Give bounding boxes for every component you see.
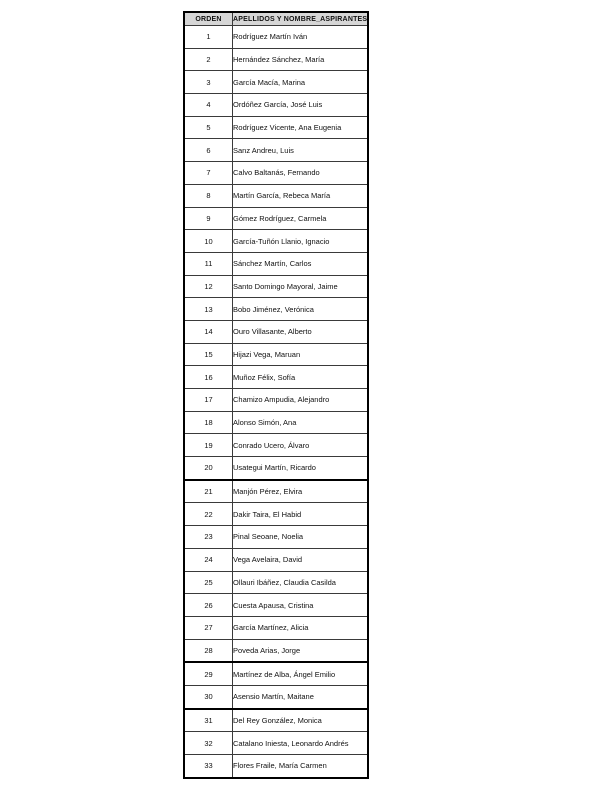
orden-cell: 17 [184,389,233,412]
orden-cell: 2 [184,48,233,71]
aspirant-name-cell: Usategui Martín, Ricardo [233,457,369,480]
orden-cell: 28 [184,639,233,662]
aspirant-name-cell: Alonso Simón, Ana [233,411,369,434]
orden-cell: 21 [184,480,233,503]
aspirant-name-cell: Hijazi Vega, Maruan [233,343,369,366]
aspirant-name-cell: Bobo Jiménez, Verónica [233,298,369,321]
table-row [184,685,368,708]
orden-cell: 20 [184,457,233,480]
table-row [184,571,368,594]
table-row [184,366,368,389]
orden-cell: 18 [184,411,233,434]
aspirant-name-cell: Rodríguez Martín Iván [233,26,369,49]
table-row [184,548,368,571]
table-row [184,755,368,778]
table-row [184,320,368,343]
aspirant-name-cell: Vega Avelaira, David [233,548,369,571]
aspirant-name-cell: Sánchez Martín, Carlos [233,252,369,275]
table-row [184,662,368,685]
table-row [184,26,368,49]
orden-cell: 16 [184,366,233,389]
aspirant-name-cell: Ordóñez García, José Luis [233,94,369,117]
table-row [184,162,368,185]
table-row [184,275,368,298]
orden-cell: 10 [184,230,233,253]
aspirant-name-cell: Calvo Baltanás, Fernando [233,162,369,185]
table-header-row [184,12,368,26]
table-row [184,732,368,755]
aspirant-name-cell: García Macía, Marina [233,71,369,94]
column-header-aspirantes: APELLIDOS Y NOMBRE_ASPIRANTES [233,12,369,26]
table-row [184,434,368,457]
orden-cell: 25 [184,571,233,594]
orden-cell: 31 [184,709,233,732]
aspirant-name-cell: Hernández Sánchez, María [233,48,369,71]
table-row [184,503,368,526]
orden-cell: 24 [184,548,233,571]
orden-cell: 11 [184,252,233,275]
table-row [184,709,368,732]
orden-cell: 33 [184,755,233,778]
table-row [184,71,368,94]
orden-cell: 29 [184,662,233,685]
table-row [184,457,368,480]
aspirant-name-cell: Chamizo Ampudia, Alejandro [233,389,369,412]
orden-cell: 7 [184,162,233,185]
orden-cell: 1 [184,26,233,49]
orden-cell: 8 [184,184,233,207]
orden-cell: 23 [184,526,233,549]
aspirant-name-cell: Manjón Pérez, Elvira [233,480,369,503]
aspirant-name-cell: Sanz Andreu, Luis [233,139,369,162]
table-row [184,616,368,639]
orden-cell: 14 [184,320,233,343]
table-row [184,526,368,549]
table-row [184,207,368,230]
orden-cell: 26 [184,594,233,617]
aspirant-name-cell: Gómez Rodríguez, Carmela [233,207,369,230]
column-header-orden: ORDEN [184,12,233,26]
table-row [184,116,368,139]
orden-cell: 3 [184,71,233,94]
table-row [184,48,368,71]
aspirant-name-cell: Pinal Seoane, Noelia [233,526,369,549]
aspirant-name-cell: García Martínez, Alicia [233,616,369,639]
orden-cell: 30 [184,685,233,708]
orden-cell: 12 [184,275,233,298]
aspirant-name-cell: Martínez de Alba, Ángel Emilio [233,662,369,685]
table-row [184,94,368,117]
aspirant-name-cell: Poveda Arias, Jorge [233,639,369,662]
aspirant-name-cell: Dakir Taira, El Habid [233,503,369,526]
table-row [184,139,368,162]
aspirant-name-cell: Cuesta Apausa, Cristina [233,594,369,617]
aspirant-name-cell: García-Tuñón Llanio, Ignacio [233,230,369,253]
table-row [184,480,368,503]
aspirant-name-cell: Del Rey González, Monica [233,709,369,732]
aspirants-table [183,11,369,779]
table-row [184,252,368,275]
orden-cell: 19 [184,434,233,457]
table-row [184,594,368,617]
orden-cell: 27 [184,616,233,639]
aspirant-name-cell: Rodríguez Vicente, Ana Eugenia [233,116,369,139]
table-row [184,184,368,207]
aspirant-name-cell: Flores Fraile, María Carmen [233,755,369,778]
aspirant-name-cell: Ollauri Ibáñez, Claudia Casilda [233,571,369,594]
aspirant-name-cell: Conrado Ucero, Álvaro [233,434,369,457]
table-row [184,411,368,434]
orden-cell: 22 [184,503,233,526]
aspirant-name-cell: Martín García, Rebeca María [233,184,369,207]
table-row [184,343,368,366]
table-row [184,389,368,412]
orden-cell: 5 [184,116,233,139]
orden-cell: 6 [184,139,233,162]
table-row [184,298,368,321]
aspirant-name-cell: Muñoz Félix, Sofía [233,366,369,389]
orden-cell: 9 [184,207,233,230]
table-body [184,26,368,778]
orden-cell: 4 [184,94,233,117]
aspirant-name-cell: Catalano Iniesta, Leonardo Andrés [233,732,369,755]
aspirant-name-cell: Asensio Martín, Maitane [233,685,369,708]
orden-cell: 32 [184,732,233,755]
aspirant-name-cell: Santo Domingo Mayoral, Jaime [233,275,369,298]
orden-cell: 15 [184,343,233,366]
orden-cell: 13 [184,298,233,321]
table-row [184,230,368,253]
aspirant-name-cell: Ouro Villasante, Alberto [233,320,369,343]
table-row [184,639,368,662]
